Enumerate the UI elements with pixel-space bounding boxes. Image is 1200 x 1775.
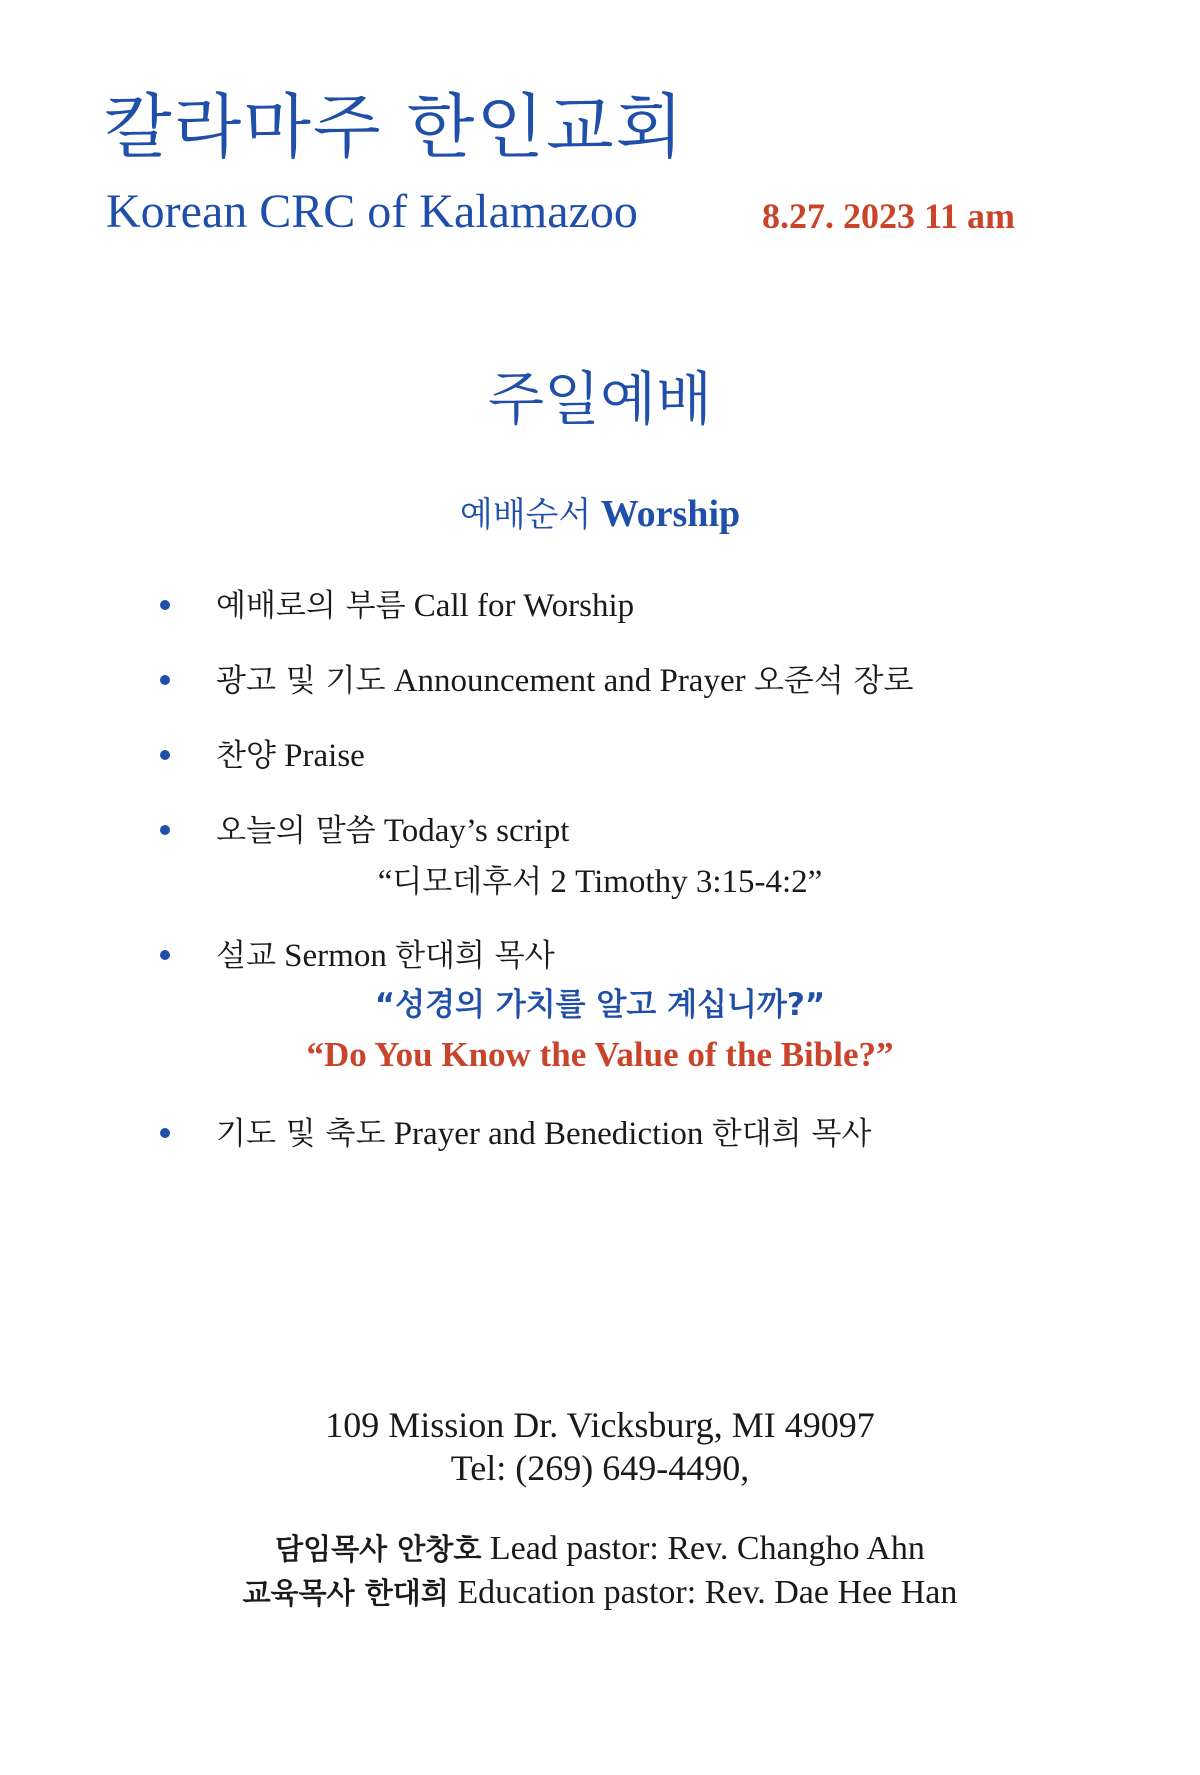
sermon-title-korean: “성경의 가치를 알고 계십니까?”: [374, 987, 826, 1023]
order-item-praise: [160, 740, 365, 773]
order-heading-english: Worship: [600, 493, 741, 535]
scripture-reference-english: 2 Timothy 3:15-4:2”: [550, 864, 823, 900]
item-label-english: Call for Worship: [413, 588, 635, 624]
scripture-book-korean: 디모데후서: [392, 864, 543, 900]
order-heading-korean: 예배순서: [459, 495, 592, 535]
item-label-english: Today’s script: [383, 813, 570, 849]
item-label-korean: 기도 및 축도: [216, 1116, 386, 1152]
church-name-english: Korean CRC of Kalamazoo: [106, 185, 638, 238]
order-item-benediction: [160, 1118, 871, 1151]
order-item-todays-script: [160, 815, 569, 848]
item-label-english: Prayer and Benediction: [393, 1116, 704, 1152]
church-phone: Tel: (269) 649-4490,: [450, 1448, 750, 1488]
lead-pastor-line: [0, 1532, 1200, 1566]
church-address: 109 Mission Dr. Vicksburg, MI 49097: [325, 1405, 875, 1445]
bullet-icon: [160, 825, 170, 835]
item-leader: 오준석 장로: [753, 663, 914, 699]
order-item-announcement: [160, 665, 913, 698]
item-leader: 한대희 목사: [395, 938, 555, 974]
item-label-english: Sermon: [284, 938, 387, 974]
item-label-korean: 예배로의 부름: [216, 588, 406, 624]
bullet-icon: [160, 750, 170, 760]
item-label-korean: 광고 및 기도: [216, 663, 386, 699]
scripture-open-quote: “: [377, 864, 393, 900]
lead-pastor-korean: 담임목사 안창호: [275, 1532, 482, 1566]
education-pastor-korean: 교육목사 한대희: [242, 1576, 449, 1610]
education-pastor-line: [0, 1576, 1200, 1610]
bullet-icon: [160, 600, 170, 610]
item-leader: 한대희 목사: [711, 1116, 872, 1152]
order-item-sermon: [160, 940, 555, 973]
sermon-title-english: “Do You Know the Value of the Bible?”: [306, 1035, 894, 1074]
bullet-icon: [160, 675, 170, 685]
church-name-korean: 칼라마주 한인교회: [104, 86, 686, 168]
service-title: 주일예배: [487, 365, 713, 433]
order-heading: [0, 495, 1200, 533]
item-label-korean: 오늘의 말씀: [216, 813, 376, 849]
service-date-time: 8.27. 2023 11 am: [762, 196, 1016, 236]
bullet-icon: [160, 950, 170, 960]
item-label-english: Praise: [284, 738, 365, 774]
scripture-reference: [0, 866, 1200, 899]
item-label-korean: 찬양: [216, 738, 276, 774]
item-label-english: Announcement and Prayer: [393, 663, 746, 699]
bullet-icon: [160, 1128, 170, 1138]
order-item-call-for-worship: [160, 590, 634, 623]
education-pastor-english: Education pastor: Rev. Dae Hee Han: [457, 1574, 958, 1611]
item-label-korean: 설교: [216, 938, 276, 974]
lead-pastor-english: Lead pastor: Rev. Changho Ahn: [489, 1530, 925, 1567]
